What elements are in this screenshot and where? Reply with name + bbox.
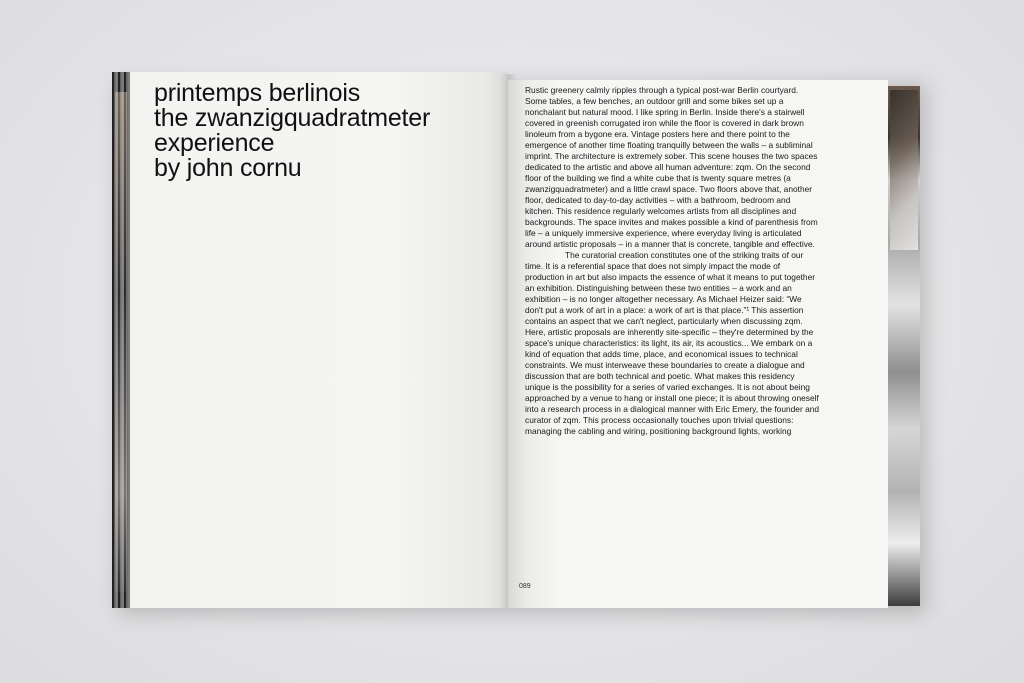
title-line: experience (154, 129, 275, 157)
title-line: by john cornu (154, 154, 302, 182)
page-number: 089 (519, 583, 531, 590)
page-edges-left (112, 72, 132, 608)
body-paragraph: Rustic greenery calmly ripples through a typical post-war Berlin courtyard. Some tables, a few benches, an outdoor grill and some bikes set up a nonchalant but natural mood. I like spring in Berlin. Inside there's a stairwell covered in greenish corrugated iron while the floor is covered in dark brown linoleum from a bygone era. Vintage posters here and there point to the emergence of another time floating tranquilly between the walls – a subliminal imprint. The architecture is extremely sober. This scene houses the two spaces dedicated to the artistic and above all human adventure: zqm. On the second floor of the building we find a white cube that is twenty square metres (a zwanzigquadratmeter) and a little crawl space. Two floors above that, another floor, dedicated to day-to-day activities – with a bathroom, bedroom and kitchen. This residence regularly welcomes artists from all disciplines and backgrounds. The space invites and makes possible a kind of parenthesis from life – a uniquely immersive experience, where everyday living is articulated around artistic proposals – in a manner that is concrete, tangible and effective. (525, 85, 818, 249)
article-body (525, 85, 821, 437)
title-line: printemps berlinois (154, 79, 361, 107)
title-line: the zwanzigquadratmeter (154, 104, 431, 132)
right-page (508, 80, 888, 608)
show-through-text (154, 180, 160, 428)
article-title (154, 81, 430, 181)
left-page (130, 72, 508, 608)
photo-pages-edge-detail (890, 90, 918, 250)
body-paragraph: The curatorial creation constitutes one of the striking traits of our time. It is a referential space that does not simply impact the mode of production in art but also impacts the essence of what it means to put together an exhibition. Distinguishing between these two entities – a work and an exhibition – is no longer altogether necessary. As Michael Heizer said: “We don't put a work of art in a place: a work of art is that place.”¹ This assertion contains an aspect that we can't neglect, particularly when discussing zqm. Here, artistic proposals are inherently site-specific – they're determined by the space's unique characteristics: its light, its air, its acoustics... We embark on a kind of equation that adds time, place, and economical issues to technical constraints. We must interweave these boundaries to create a dialogue and discussion that are both technical and poetic. What makes this residency unique is the possibility for a series of varied exchanges. It is not about being approached by a venue to hang or install one piece; it is about throwing oneself into a research process in a dialogical manner with Eric Emery, the founder and curator of zqm. This process occasionally touches upon trivial questions: managing the cabling and wiring, positioning background lights, working (525, 250, 820, 436)
